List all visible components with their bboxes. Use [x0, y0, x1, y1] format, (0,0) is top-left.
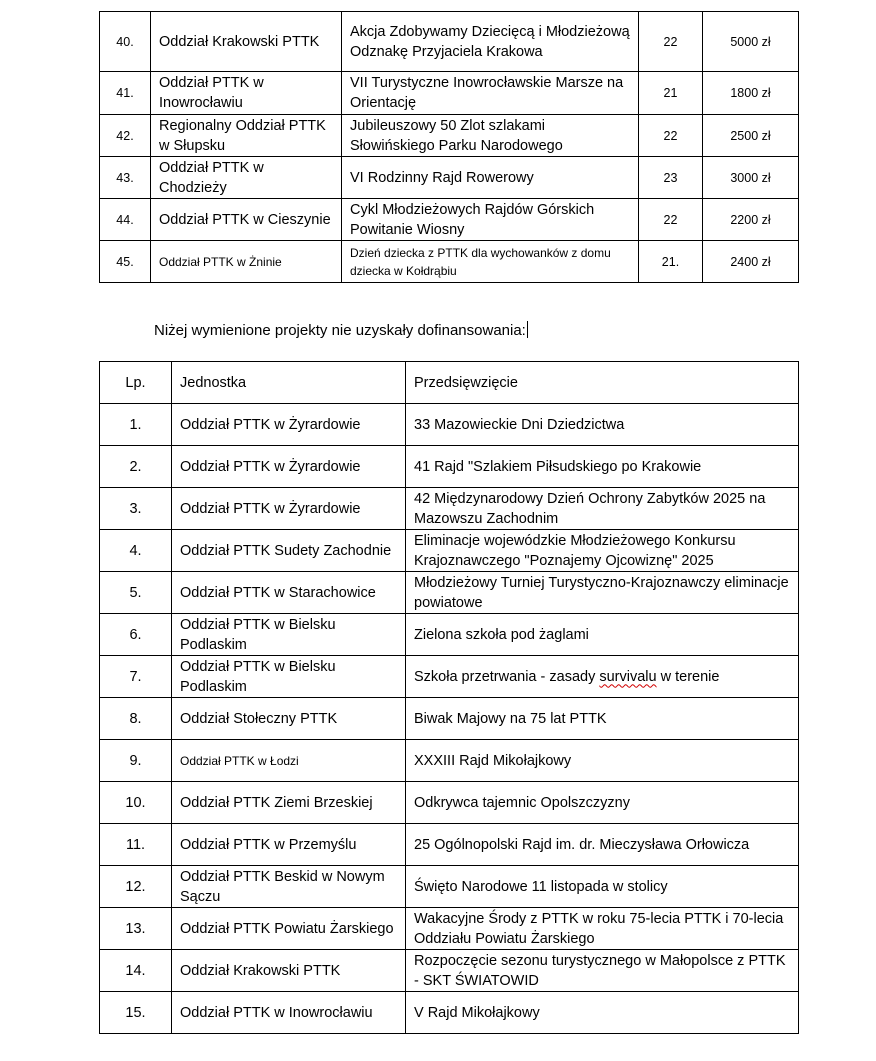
row-number: 11.	[100, 824, 172, 866]
table-row	[100, 488, 799, 530]
unit-cell: Oddział PTTK w Żyrardowie	[172, 446, 406, 488]
row-number: 5.	[100, 572, 172, 614]
project-cell: Jubileuszowy 50 Zlot szlakami Słowińskiego Parku Narodowego	[342, 115, 639, 157]
amount-cell: 1800 zł	[703, 72, 799, 115]
row-number: 2.	[100, 446, 172, 488]
project-cell: Akcja Zdobywamy Dziecięcą i Młodzieżową Odznakę Przyjaciela Krakowa	[342, 12, 639, 72]
row-number: 10.	[100, 782, 172, 824]
table-row	[100, 199, 799, 241]
row-number: 13.	[100, 908, 172, 950]
row-number: 1.	[100, 404, 172, 446]
count-cell: 23	[639, 157, 703, 199]
project-cell: V Rajd Mikołajkowy	[406, 992, 799, 1034]
project-cell: Święto Narodowe 11 listopada w stolicy	[406, 866, 799, 908]
spellcheck-flagged-word: survivalu	[599, 668, 657, 685]
project-cell: 25 Ogólnopolski Rajd im. dr. Mieczysława Orłowicza	[406, 824, 799, 866]
project-cell: Odkrywca tajemnic Opolszczyzny	[406, 782, 799, 824]
unit-cell: Oddział Krakowski PTTK	[172, 950, 406, 992]
header-unit: Jednostka	[172, 362, 406, 404]
project-cell: 33 Mazowieckie Dni Dziedzictwa	[406, 404, 799, 446]
count-cell: 21.	[639, 241, 703, 283]
project-cell	[406, 656, 799, 698]
project-cell: Cykl Młodzieżowych Rajdów Górskich Powitanie Wiosny	[342, 199, 639, 241]
amount-cell: 3000 zł	[703, 157, 799, 199]
unit-cell: Oddział PTTK w Żyrardowie	[172, 488, 406, 530]
amount-cell: 2500 zł	[703, 115, 799, 157]
count-cell: 21	[639, 72, 703, 115]
count-cell: 22	[639, 199, 703, 241]
row-number: 44.	[100, 199, 151, 241]
count-cell: 22	[639, 12, 703, 72]
row-number: 8.	[100, 698, 172, 740]
unit-cell: Oddział PTTK Ziemi Brzeskiej	[172, 782, 406, 824]
row-number: 3.	[100, 488, 172, 530]
unit-cell: Oddział Stołeczny PTTK	[172, 698, 406, 740]
row-number: 12.	[100, 866, 172, 908]
table-row	[100, 241, 799, 283]
project-cell: Zielona szkoła pod żaglami	[406, 614, 799, 656]
table-row	[100, 446, 799, 488]
row-number: 42.	[100, 115, 151, 157]
unit-cell: Oddział PTTK w Łodzi	[172, 740, 406, 782]
unit-cell: Oddział PTTK Beskid w Nowym Sączu	[172, 866, 406, 908]
unit-cell: Oddział PTTK w Bielsku Podlaskim	[172, 656, 406, 698]
table-row	[100, 782, 799, 824]
table-row	[100, 404, 799, 446]
project-cell: Rozpoczęcie sezonu turystycznego w Małopolsce z PTTK - SKT ŚWIATOWID	[406, 950, 799, 992]
project-cell: Biwak Majowy na 75 lat PTTK	[406, 698, 799, 740]
unit-cell: Oddział PTTK Powiatu Żarskiego	[172, 908, 406, 950]
unit-cell: Oddział PTTK w Cieszynie	[151, 199, 342, 241]
note-text: Niżej wymienione projekty nie uzyskały dofinansowania:	[154, 322, 526, 339]
project-cell: Wakacyjne Środy z PTTK w roku 75-lecia PTTK i 70-lecia Oddziału Powiatu Żarskiego	[406, 908, 799, 950]
unit-cell: Regionalny Oddział PTTK w Słupsku	[151, 115, 342, 157]
count-cell: 22	[639, 115, 703, 157]
project-cell: XXXIII Rajd Mikołajkowy	[406, 740, 799, 782]
project-cell: Eliminacje wojewódzkie Młodzieżowego Konkursu Krajoznawczego "Poznajemy Ojcowiznę" 2025	[406, 530, 799, 572]
table-row	[100, 530, 799, 572]
table-header-row	[100, 362, 799, 404]
amount-cell: 2200 zł	[703, 199, 799, 241]
row-number: 4.	[100, 530, 172, 572]
table-row	[100, 740, 799, 782]
header-lp: Lp.	[100, 362, 172, 404]
project-text-start: Szkoła przetrwania - zasady	[414, 668, 600, 685]
project-cell: Młodzieżowy Turniej Turystyczno-Krajoznawczy eliminacje powiatowe	[406, 572, 799, 614]
project-cell: 41 Rajd "Szlakiem Piłsudskiego po Krakowie	[406, 446, 799, 488]
table-row	[100, 656, 799, 698]
table-row	[100, 698, 799, 740]
project-text-end: w terenie	[656, 668, 720, 685]
unit-cell: Oddział PTTK w Żninie	[151, 241, 342, 283]
project-cell: Dzień dziecka z PTTK dla wychowanków z domu dziecka w Kołdrąbiu	[342, 241, 639, 283]
funded-projects-table	[99, 11, 799, 283]
row-number: 7.	[100, 656, 172, 698]
table-row	[100, 115, 799, 157]
table-row	[100, 908, 799, 950]
table-row	[100, 824, 799, 866]
project-cell: 42 Międzynarodowy Dzień Ochrony Zabytków 2025 na Mazowszu Zachodnim	[406, 488, 799, 530]
unfunded-projects-table	[99, 361, 799, 1034]
unit-cell: Oddział PTTK w Przemyślu	[172, 824, 406, 866]
text-cursor	[527, 321, 528, 338]
row-number: 45.	[100, 241, 151, 283]
row-number: 15.	[100, 992, 172, 1034]
unfunded-intro-text	[154, 321, 528, 341]
unit-cell: Oddział PTTK Sudety Zachodnie	[172, 530, 406, 572]
table-row	[100, 157, 799, 199]
table-row	[100, 950, 799, 992]
amount-cell: 5000 zł	[703, 12, 799, 72]
table-row	[100, 572, 799, 614]
table-row	[100, 72, 799, 115]
row-number: 41.	[100, 72, 151, 115]
unit-cell: Oddział PTTK w Bielsku Podlaskim	[172, 614, 406, 656]
table-row	[100, 992, 799, 1034]
table-row	[100, 614, 799, 656]
row-number: 9.	[100, 740, 172, 782]
row-number: 43.	[100, 157, 151, 199]
header-project: Przedsięwzięcie	[406, 362, 799, 404]
project-cell: VII Turystyczne Inowrocławskie Marsze na Orientację	[342, 72, 639, 115]
project-cell: VI Rodzinny Rajd Rowerowy	[342, 157, 639, 199]
unit-cell: Oddział PTTK w Żyrardowie	[172, 404, 406, 446]
unit-cell: Oddział PTTK w Inowrocławiu	[172, 992, 406, 1034]
row-number: 14.	[100, 950, 172, 992]
row-number: 40.	[100, 12, 151, 72]
unit-cell: Oddział Krakowski PTTK	[151, 12, 342, 72]
unit-cell: Oddział PTTK w Chodzieży	[151, 157, 342, 199]
row-number: 6.	[100, 614, 172, 656]
unit-cell: Oddział PTTK w Inowrocławiu	[151, 72, 342, 115]
table-row	[100, 866, 799, 908]
unit-cell: Oddział PTTK w Starachowice	[172, 572, 406, 614]
table-row	[100, 12, 799, 72]
amount-cell: 2400 zł	[703, 241, 799, 283]
